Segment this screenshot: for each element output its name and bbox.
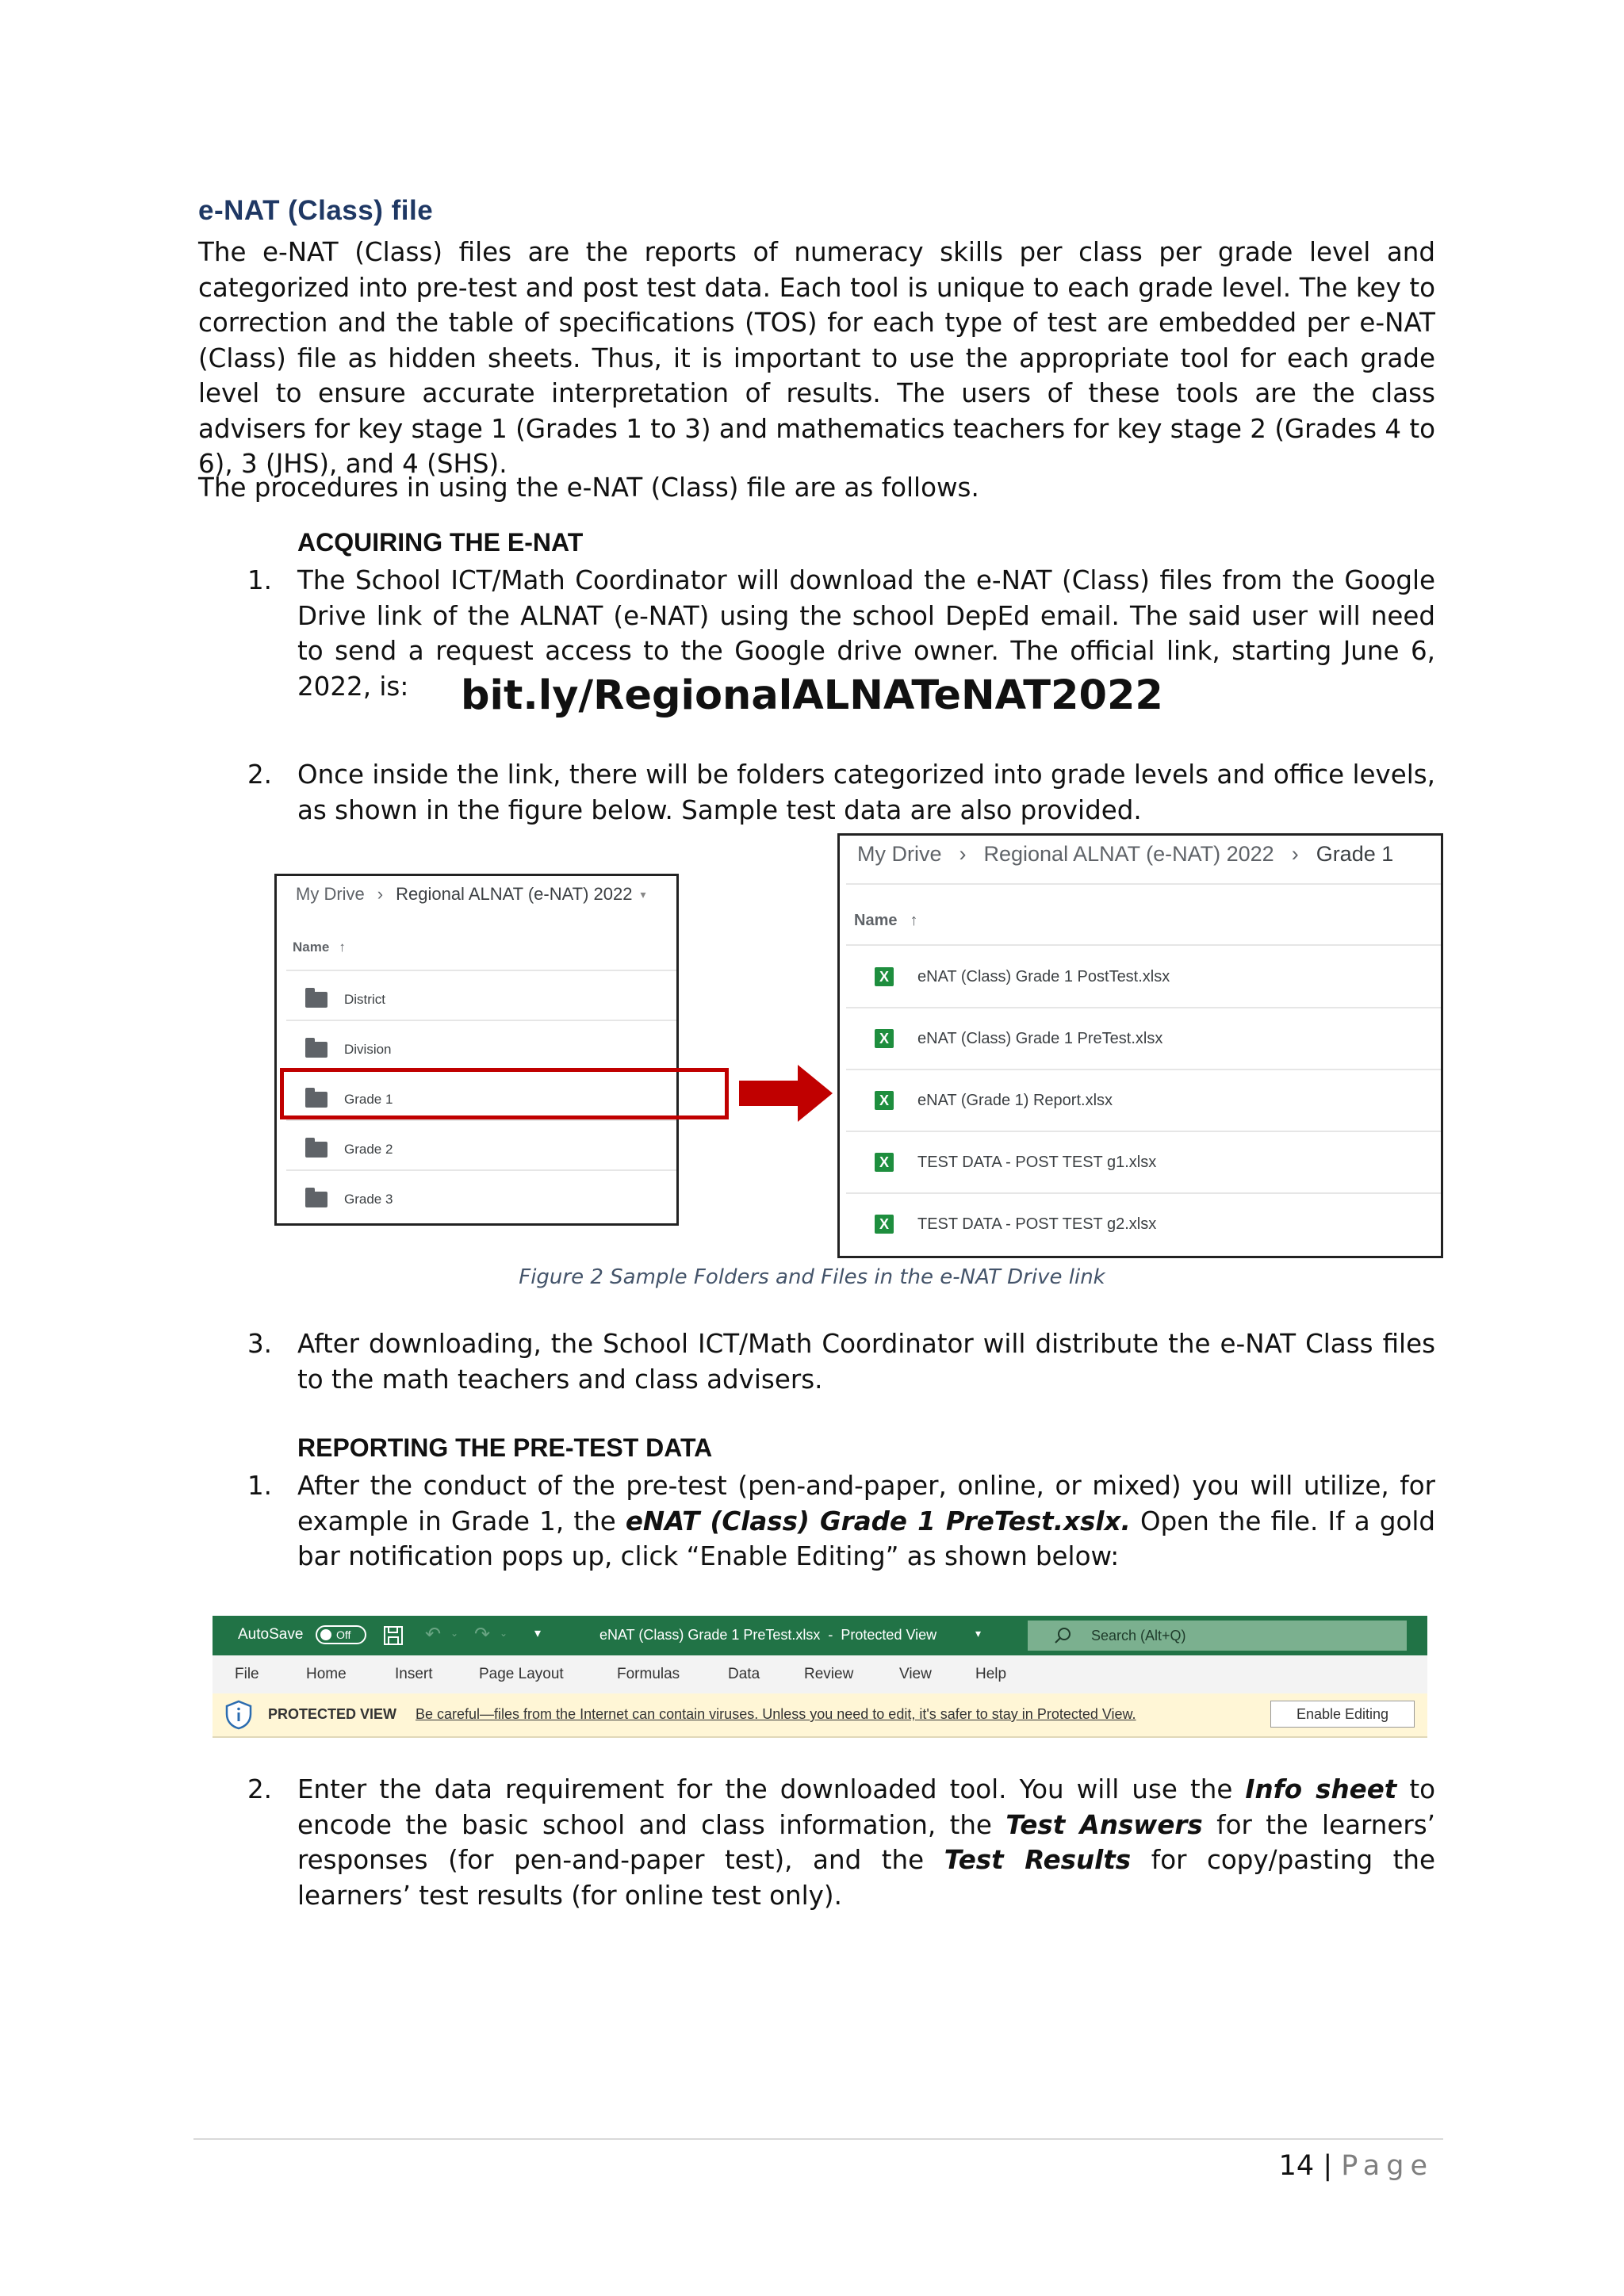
folder-icon [305, 1192, 327, 1207]
divider [846, 1192, 1441, 1194]
crumb-regional[interactable]: Regional ALNAT (e-NAT) 2022 [983, 842, 1274, 866]
folder-row-grade-3[interactable] [305, 1184, 393, 1215]
crumb-my-drive[interactable]: My Drive [296, 884, 365, 904]
chevron-right-icon: › [959, 842, 967, 866]
protected-view-label: PROTECTED VIEW [268, 1706, 397, 1722]
file-row[interactable] [875, 1023, 1162, 1054]
excel-screenshot [213, 1616, 1427, 1744]
text-run: After the conduct of the pre-test (pen-and-paper, online, or mixed) you will utilize, for example in Grade 1, the [297, 1471, 1435, 1536]
step-number: 1. [247, 1471, 273, 1501]
tab-formulas[interactable]: Formulas [617, 1666, 680, 1682]
ribbon-tabs [213, 1655, 1427, 1693]
excel-file-icon: X [875, 1153, 894, 1172]
divider [286, 1020, 676, 1021]
tab-file[interactable]: File [235, 1666, 259, 1682]
crumb-current[interactable]: Regional ALNAT (e-NAT) 2022 [396, 884, 633, 904]
tab-view[interactable]: View [899, 1666, 932, 1682]
right-arrow-icon [739, 1065, 833, 1122]
file-row[interactable] [875, 961, 1170, 993]
save-icon[interactable] [382, 1624, 404, 1647]
text-run: for copy/pasting the learners’ test results (for online test only). [297, 1845, 1435, 1911]
text-run: Open the file. If a gold bar notification pops up, click “Enable Editing” as shown below: [297, 1506, 1435, 1571]
page-number: 14 [1278, 2150, 1315, 2182]
excel-title-bar [213, 1616, 1427, 1655]
folder-name: Division [344, 1042, 392, 1057]
drive-link[interactable]: bit.ly/RegionalALNATeNAT2022 [461, 672, 1163, 719]
enable-editing-button[interactable]: Enable Editing [1270, 1701, 1415, 1728]
step-number: 1. [247, 565, 273, 595]
folder-name: Grade 2 [344, 1142, 393, 1157]
redo-dropdown-icon[interactable]: ⌄ [500, 1628, 508, 1639]
file-name-emphasis: eNAT (Class) Grade 1 PreTest.xslx. [625, 1506, 1131, 1536]
sort-up-arrow-icon: ↑ [339, 939, 346, 955]
folder-row-division[interactable] [305, 1034, 392, 1066]
excel-file-icon: X [875, 1215, 894, 1234]
window-title: eNAT (Class) Grade 1 PreTest.xlsx - Protected View [599, 1627, 937, 1643]
customize-toolbar-icon[interactable]: ▾ [534, 1627, 542, 1640]
tab-data[interactable]: Data [728, 1666, 760, 1682]
file-name: eNAT (Grade 1) Report.xlsx [917, 1091, 1113, 1109]
folder-name: Grade 3 [344, 1192, 393, 1207]
name-column-header[interactable] [293, 939, 346, 955]
name-column-header[interactable] [854, 912, 917, 930]
drive-files-panel [837, 833, 1443, 1258]
redo-icon[interactable]: ↷ [474, 1624, 491, 1645]
figure-caption: Figure 2 Sample Folders and Files in the e-NAT Drive link [519, 1265, 1105, 1289]
step-text [297, 1772, 1435, 1913]
search-box[interactable] [1028, 1621, 1407, 1651]
folder-row-district[interactable] [305, 984, 385, 1016]
toggle-state: Off [336, 1628, 351, 1641]
sort-up-arrow-icon: ↑ [910, 912, 918, 929]
undo-icon[interactable]: ↶ [425, 1624, 442, 1645]
divider [286, 1119, 676, 1121]
dropdown-arrow-icon[interactable]: ▾ [640, 887, 646, 901]
autosave-label: AutoSave [238, 1626, 304, 1643]
crumb-my-drive[interactable]: My Drive [857, 842, 942, 866]
protected-view-bar [213, 1693, 1427, 1738]
drive-folders-panel [274, 874, 679, 1226]
intro-paragraph: The e-NAT (Class) files are the reports of numeracy skills per class per grade level and categorized into pre-test and post test data. Each tool is unique to each grade level. The key to correction and the table of specifications (TOS) for each type of test are embedded per e-NAT (Class) file as hidden sheets. Thus, it is important to use the appropriate tool for each grade level to ensure accurate interpretation of results. The users of these tools are the class advisers for key stage 1 (Grades 1 to 3) and mathematics teachers for key stage 2 (Grades 4 to 6), 3 (JHS), and 4 (SHS). [198, 237, 1435, 479]
highlight-box [280, 1068, 729, 1119]
step-number: 2. [247, 1774, 273, 1804]
divider [846, 944, 1441, 946]
step-text: The School ICT/Math Coordinator will download the e-NAT (Class) files from the Google Drive link of the ALNAT (e-NAT) using the school DepEd email. The said user will need to send a request access to the Google drive owner. The official link, starting June 6, 2022, is: [297, 565, 1435, 702]
tab-help[interactable]: Help [975, 1666, 1007, 1682]
step-text: Once inside the link, there will be folders categorized into grade levels and office levels, as shown in the figure below. Sample test data are also provided. [297, 760, 1435, 825]
tab-insert[interactable]: Insert [395, 1666, 433, 1682]
folder-icon [305, 1042, 327, 1058]
name-header-label: Name [293, 939, 330, 955]
folder-name: Grade 1 [344, 1092, 393, 1107]
step-text [297, 1468, 1435, 1575]
text-run: Enter the data requirement for the downloaded tool. You will use the [297, 1774, 1246, 1804]
folder-icon [305, 992, 327, 1008]
divider [846, 1131, 1441, 1132]
sheet-name-emphasis: Info sheet [1245, 1774, 1397, 1804]
divider [286, 1169, 676, 1171]
excel-file-icon: X [875, 967, 894, 986]
name-header-label: Name [854, 912, 898, 929]
acquiring-heading: ACQUIRING THE E-NAT [297, 528, 584, 557]
file-name: eNAT (Class) Grade 1 PostTest.xlsx [917, 967, 1170, 985]
page-word: Page [1341, 2150, 1434, 2182]
divider [846, 1007, 1441, 1008]
step-number: 2. [247, 760, 273, 790]
tab-home[interactable]: Home [306, 1666, 347, 1682]
section-title: e-NAT (Class) file [198, 195, 434, 226]
procedures-intro: The procedures in using the e-NAT (Class) file are as follows. [198, 473, 979, 503]
undo-dropdown-icon[interactable]: ⌄ [450, 1628, 459, 1639]
file-name: TEST DATA - POST TEST g2.xlsx [917, 1215, 1157, 1233]
sheet-name-emphasis: Test Answers [1005, 1809, 1203, 1840]
chevron-right-icon: › [377, 884, 384, 904]
footer-divider [193, 2138, 1443, 2140]
text-run: for the learners’ responses (for pen-and-paper test), and the [297, 1809, 1436, 1875]
protected-view-message[interactable]: Be careful—files from the Internet can contain viruses. Unless you need to edit, it's safer to stay in Protected View. [416, 1706, 1136, 1722]
divider [846, 1069, 1441, 1070]
excel-file-icon: X [875, 1029, 894, 1048]
crumb-current[interactable]: Grade 1 [1316, 842, 1394, 866]
folder-name: District [344, 992, 385, 1007]
autosave-toggle[interactable] [316, 1625, 366, 1644]
breadcrumb [857, 842, 1393, 867]
file-row[interactable] [875, 1085, 1113, 1116]
breadcrumb [296, 884, 646, 905]
toggle-knob [320, 1629, 331, 1640]
page-footer [1279, 2150, 1434, 2182]
page-separator: | [1323, 2150, 1333, 2182]
file-row[interactable] [875, 1208, 1156, 1240]
folder-icon [305, 1142, 327, 1158]
title-dropdown-icon[interactable]: ▾ [975, 1627, 982, 1640]
reporting-heading: REPORTING THE PRE-TEST DATA [297, 1433, 713, 1462]
excel-file-icon: X [875, 1091, 894, 1110]
text-run: to encode the basic school and class information, the [297, 1774, 1435, 1840]
search-placeholder: Search (Alt+Q) [1091, 1627, 1186, 1644]
file-name: eNAT (Class) Grade 1 PreTest.xlsx [917, 1029, 1163, 1047]
divider [286, 970, 676, 971]
step-number: 3. [247, 1329, 273, 1359]
sheet-name-emphasis: Test Results [944, 1845, 1132, 1875]
search-icon [1053, 1626, 1072, 1645]
info-shield-icon [224, 1700, 254, 1730]
chevron-right-icon: › [1291, 842, 1299, 866]
file-row[interactable] [875, 1146, 1156, 1178]
divider [846, 883, 1441, 885]
tab-page-layout[interactable]: Page Layout [479, 1666, 564, 1682]
tab-review[interactable]: Review [804, 1666, 854, 1682]
file-name: TEST DATA - POST TEST g1.xlsx [917, 1153, 1157, 1171]
step-text: After downloading, the School ICT/Math Coordinator will distribute the e-NAT Class files to the math teachers and class advisers. [297, 1329, 1435, 1395]
folder-row-grade-2[interactable] [305, 1134, 393, 1165]
